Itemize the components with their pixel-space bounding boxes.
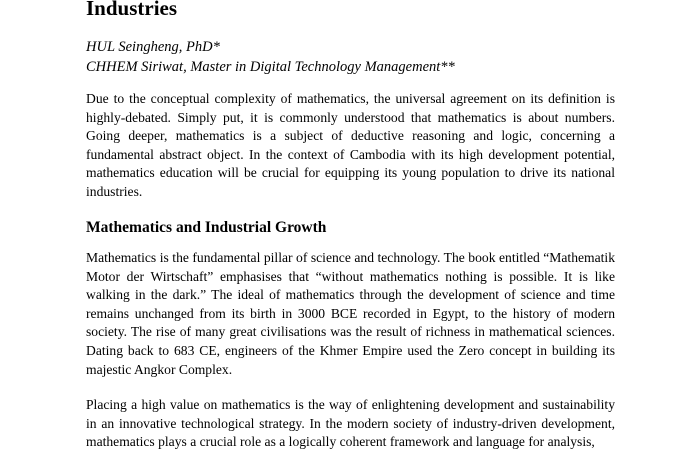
author-line: CHHEM Siriwat, Master in Digital Technology Management** bbox=[86, 59, 455, 75]
author-list bbox=[86, 37, 455, 77]
body-paragraph: Mathematics is the fundamental pillar of science and technology. The book entitled “Mathematik Motor der Wirtschaft” emphasises that “without mathematics nothing is possible. It is like walking in the dark.” The ideal of mathematics through the development of science and time remains unchanged from its birth in 3000 BCE recorded in Egypt, to the history of modern society. The rise of many great civilisations was the result of richness in mathematical sciences. Dating back to 683 CE, engineers of the Khmer Empire used the Zero concept in building its majestic Angkor Complex. bbox=[86, 250, 615, 377]
body-paragraph: Placing a high value on mathematics is the way of enlightening development and sustainability in an innovative technological strategy. In the modern society of industry-driven development, mathematics plays a crucial role as a logically coherent framework and language for analysis, bbox=[86, 397, 615, 450]
document-title: Industries bbox=[86, 0, 178, 20]
author-line: HUL Seingheng, PhD* bbox=[86, 39, 220, 55]
intro-paragraph: Due to the conceptual complexity of mathematics, the universal agreement on its definition is highly-debated. Simply put, it is commonly understood that mathematics is about numbers. Going deeper, mathematics is a subject of deductive reasoning and logic, concerning a fundamental abstract object. In the context of Cambodia with its high development potential, mathematics education will be crucial for equipping its young population to drive its national industries. bbox=[86, 91, 615, 199]
section-heading: Mathematics and Industrial Growth bbox=[86, 219, 327, 236]
